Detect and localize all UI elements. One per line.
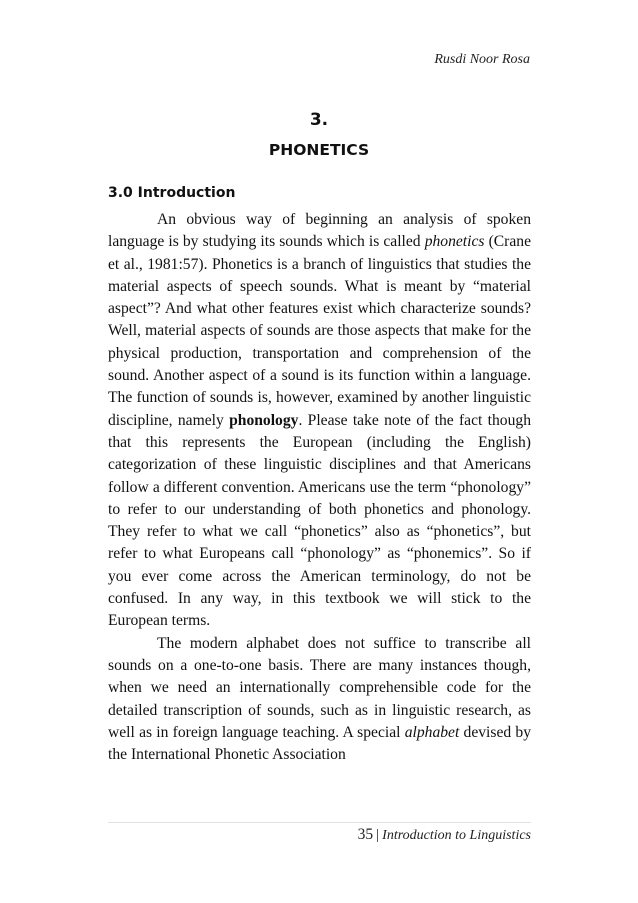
term-phonology: phonology xyxy=(229,411,299,429)
paragraph-2-text-a: The modern alphabet does not suffice to transcribe all sounds on a one-to-one basis. There are many instances though, when we need an internationally comprehensible code for the detailed transcription of sounds, such as in linguistic research, as well as in foreign language teaching. A special xyxy=(108,634,531,741)
paragraph-1 xyxy=(108,209,531,633)
paragraph-2-text-b: devised by the International Phonetic Association xyxy=(108,723,531,764)
book-title: Introduction to Linguistics xyxy=(382,828,531,843)
term-phonetics: phonetics xyxy=(424,233,485,251)
chapter-number: 3. xyxy=(309,110,329,130)
paragraph-1-text-a: An obvious way of beginning an analysis of spoken language is by studying its sounds which is called xyxy=(108,211,531,251)
footer-separator: | xyxy=(376,827,380,843)
footer-rule xyxy=(108,822,531,823)
paragraph-2 xyxy=(108,633,531,767)
term-alphabet: alphabet xyxy=(404,723,460,741)
section-heading: 3.0 Introduction xyxy=(108,185,236,201)
paragraph-1-text-b: (Crane et al., 1981:57). Phonetics is a branch of linguistics that studies the material aspects of speech sounds. What is meant by “material aspect”? And what other features exist which characterize sounds? Well, material aspects of sounds are those aspects that make for the physical production, transportation and comprehension of the sound. Another aspect of a sound is its function within a language. The function of sounds is, however, examined by another linguistic discipline, namely xyxy=(108,233,531,429)
page-footer xyxy=(358,826,531,844)
running-head-author: Rusdi Noor Rosa xyxy=(434,52,530,67)
paragraph-1-text-c: . Please take note of the fact though that this represents the European (including the English) categorization of these linguistic disciplines and that Americans follow a different convention. Americans use the term “phonology” to refer to our understanding of both phonetics and phonology. They refer to what we call “phonetics” also as “phonetics”, but refer to what Europeans call “phonology” as “phonemics”. So if you ever come across the American terminology, do not be confused. In any way, in this textbook we will stick to the European terms. xyxy=(108,411,531,630)
page-number: 35 xyxy=(357,826,374,843)
body-text xyxy=(108,209,531,766)
chapter-title: PHONETICS xyxy=(268,141,370,159)
